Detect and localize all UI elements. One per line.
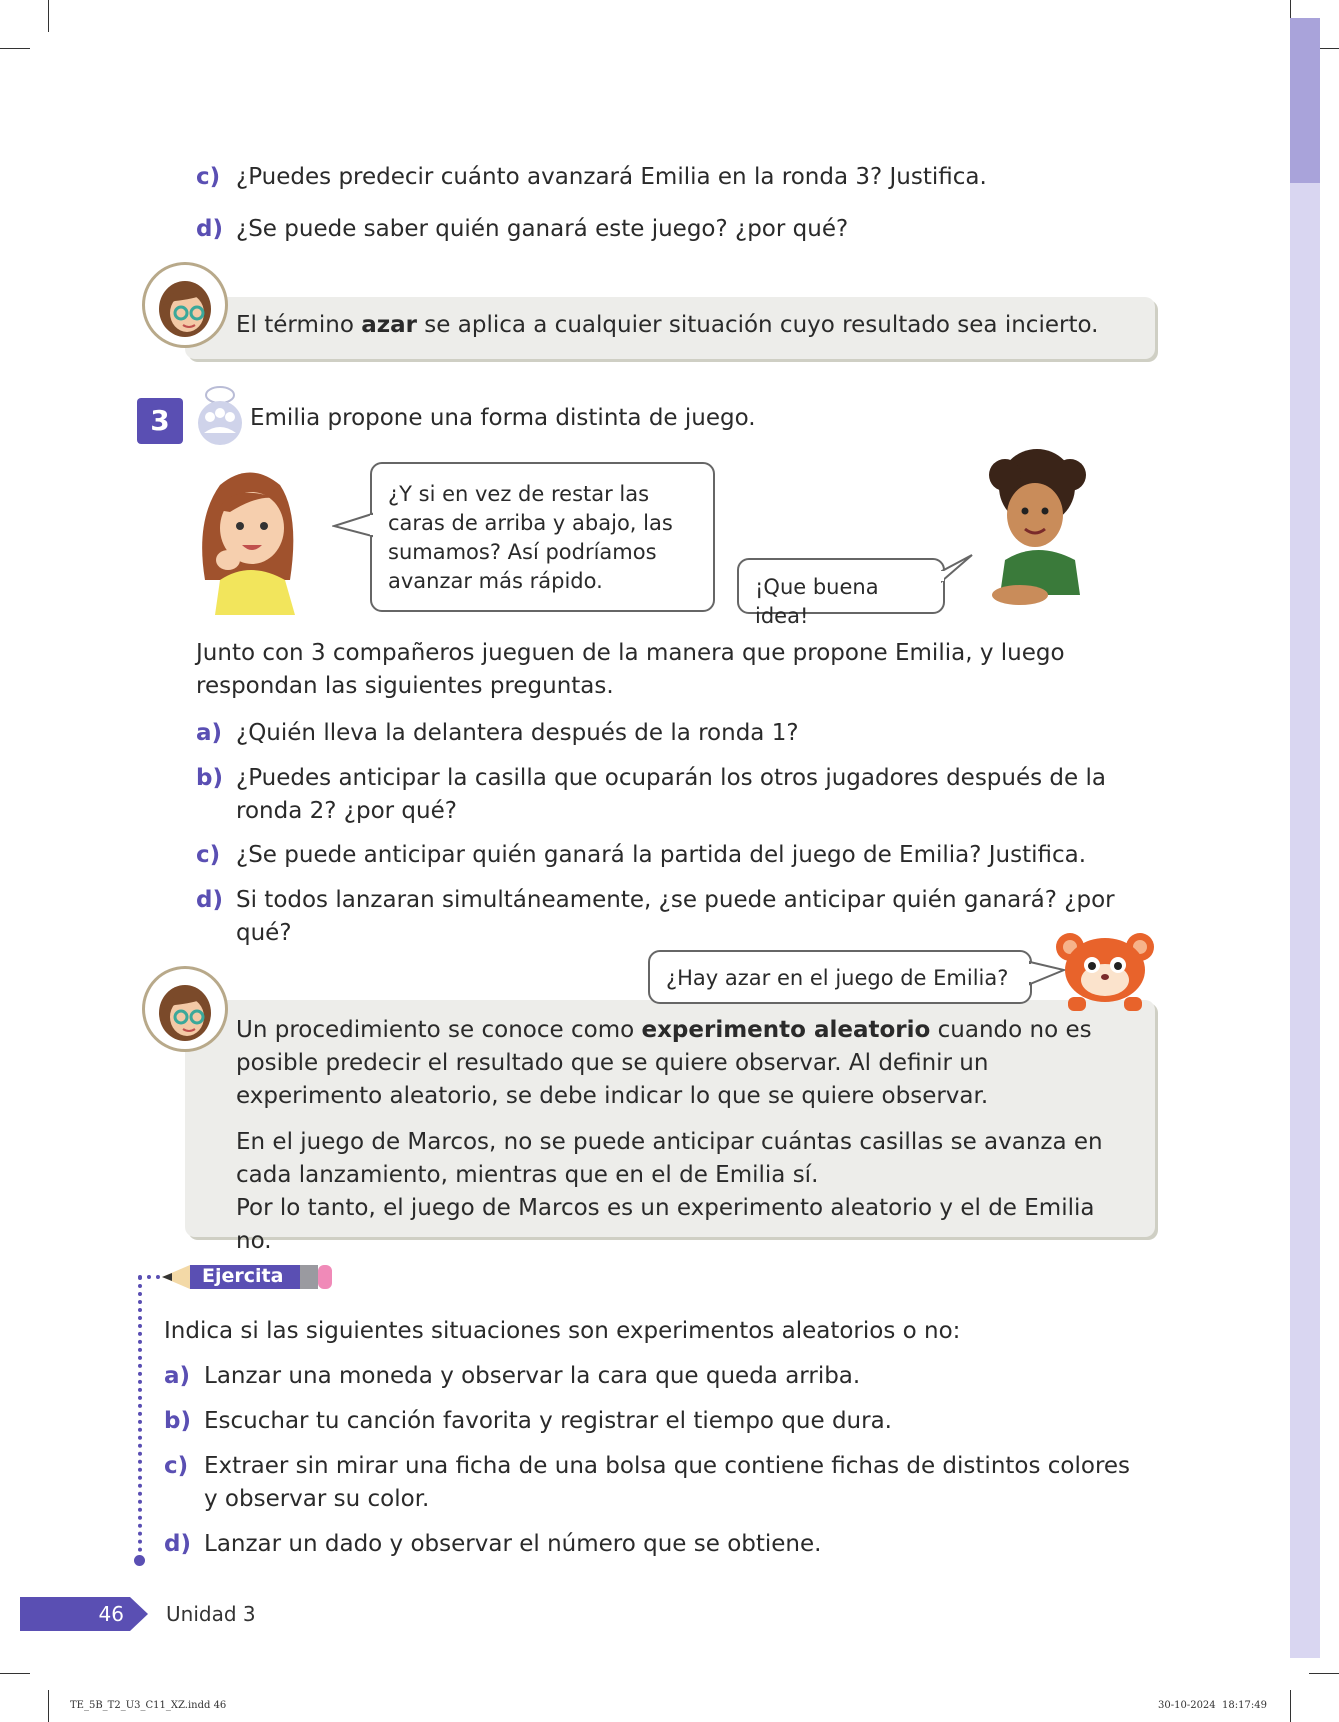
exercise-b <box>164 1405 1144 1438</box>
crop-mark <box>0 1673 30 1674</box>
definition-text: El término <box>236 312 362 338</box>
question-text: ¿Se puede saber quién ganará este juego? ¿por qué? <box>236 216 849 242</box>
slug-file: TE_5B_T2_U3_C11_XZ.indd 46 <box>70 1700 227 1711</box>
speech-text: ¿Y si en vez de restar las caras de arriba y abajo, las sumamos? Así podríamos avanzar más rápido. <box>388 482 673 593</box>
tiger-mascot-icon <box>1050 925 1160 1015</box>
question-label: c) <box>196 842 221 868</box>
bubble-tail-icon <box>940 553 974 583</box>
exercise-a <box>164 1360 1144 1393</box>
question-d-top <box>196 213 1196 246</box>
definition-azar <box>236 309 1136 342</box>
question-d <box>196 884 1176 950</box>
ejercita-instruction: Indica si las siguientes situaciones son experimentos aleatorios o no: <box>164 1318 961 1344</box>
question-label: a) <box>196 720 223 746</box>
marcos-emilia-comparison: En el juego de Marcos, no se puede anticipar cuántas casillas se avanza en cada lanzamiento, mientras que en el de Emilia sí. <box>236 1129 1103 1188</box>
emilia-speech-bubble <box>370 462 715 612</box>
page-number-tab <box>20 1597 130 1631</box>
teacher-face-icon <box>145 265 225 345</box>
emilia-character-icon <box>190 460 310 615</box>
definition-term: experimento aleatorio <box>641 1017 931 1043</box>
definition-text: se aplica a cualquier situación cuyo resultado sea incierto. <box>417 312 1099 338</box>
ejercita-label: Ejercita <box>202 1265 284 1287</box>
question-text: ¿Quién lleva la delantera después de la ronda 1? <box>236 720 799 746</box>
activity-instruction: Junto con 3 compañeros jueguen de la manera que propone Emilia, y luego respondan las siguientes preguntas. <box>196 640 1065 699</box>
side-strip <box>1290 18 1320 1658</box>
page-number: 46 <box>98 1602 124 1626</box>
question-label: c) <box>196 164 221 190</box>
friend-speech-bubble <box>737 558 945 628</box>
activity-title: Emilia propone una forma distinta de juego. <box>250 405 756 431</box>
tiger-speech-bubble <box>648 950 1032 1004</box>
question-text: ¿Puedes predecir cuánto avanzará Emilia en la ronda 3? Justifica. <box>236 164 987 190</box>
exercise-label: b) <box>164 1408 191 1434</box>
definition-text: cuando no es posible predecir el resultado que se quiere observar. Al definir un experimento aleatorio, se debe indicar lo que se quiere observar. <box>236 1017 1092 1109</box>
question-label: b) <box>196 765 223 791</box>
definition-term: azar <box>361 312 417 338</box>
exercise-text: Lanzar un dado y observar el número que se obtiene. <box>204 1531 822 1557</box>
exercise-d <box>164 1528 1144 1561</box>
slug-date: 30-10-2024 18:17:49 <box>1158 1700 1267 1711</box>
question-label: d) <box>196 887 223 913</box>
conclusion-text: Por lo tanto, el juego de Marcos es un experimento aleatorio y el de Emilia no. <box>236 1195 1095 1254</box>
teacher-avatar <box>142 262 228 348</box>
crop-mark <box>1290 1690 1291 1722</box>
exercise-label: d) <box>164 1531 191 1557</box>
crop-mark <box>48 1690 49 1722</box>
teacher-avatar <box>142 966 228 1052</box>
speech-text: ¡Que buena idea! <box>755 575 879 628</box>
exercise-text: Extraer sin mirar una ficha de una bolsa que contiene fichas de distintos colores y observar su color. <box>204 1453 1131 1512</box>
question-text: ¿Puedes anticipar la casilla que ocuparán los otros jugadores después de la ronda 2? ¿por qué? <box>236 765 1106 824</box>
activity-number: 3 <box>137 398 183 444</box>
definition-experimento <box>236 1014 1126 1113</box>
crop-mark <box>0 48 30 49</box>
crop-mark <box>1309 1673 1339 1674</box>
question-text: ¿Se puede anticipar quién ganará la partida del juego de Emilia? Justifica. <box>236 842 1087 868</box>
question-label: d) <box>196 216 223 242</box>
dotted-guide <box>138 1276 142 1560</box>
teacher-face-icon <box>145 969 225 1049</box>
unit-label: Unidad 3 <box>166 1602 256 1626</box>
question-c <box>196 839 1156 872</box>
dotted-guide-top <box>138 1275 160 1279</box>
question-c-top <box>196 161 1196 194</box>
exercise-label: a) <box>164 1363 191 1389</box>
exercise-label: c) <box>164 1453 189 1479</box>
question-b <box>196 762 1156 828</box>
exercise-text: Lanzar una moneda y observar la cara que queda arriba. <box>204 1363 861 1389</box>
dotted-guide-dot <box>134 1555 145 1566</box>
definition-text: Un procedimiento se conoce como <box>236 1017 642 1043</box>
bubble-tail-icon <box>332 512 374 538</box>
speech-text: ¿Hay azar en el juego de Emilia? <box>666 966 1009 990</box>
exercise-text: Escuchar tu canción favorita y registrar el tiempo que dura. <box>204 1408 892 1434</box>
friend-character-icon <box>975 445 1100 615</box>
question-a <box>196 717 1156 750</box>
group-work-icon <box>195 385 245 445</box>
page-tab-arrow-icon <box>130 1597 148 1631</box>
crop-mark <box>48 0 49 32</box>
question-text: Si todos lanzaran simultáneamente, ¿se puede anticipar quién ganará? ¿por qué? <box>236 887 1115 946</box>
exercise-c <box>164 1450 1144 1516</box>
side-strip-accent <box>1290 18 1320 183</box>
